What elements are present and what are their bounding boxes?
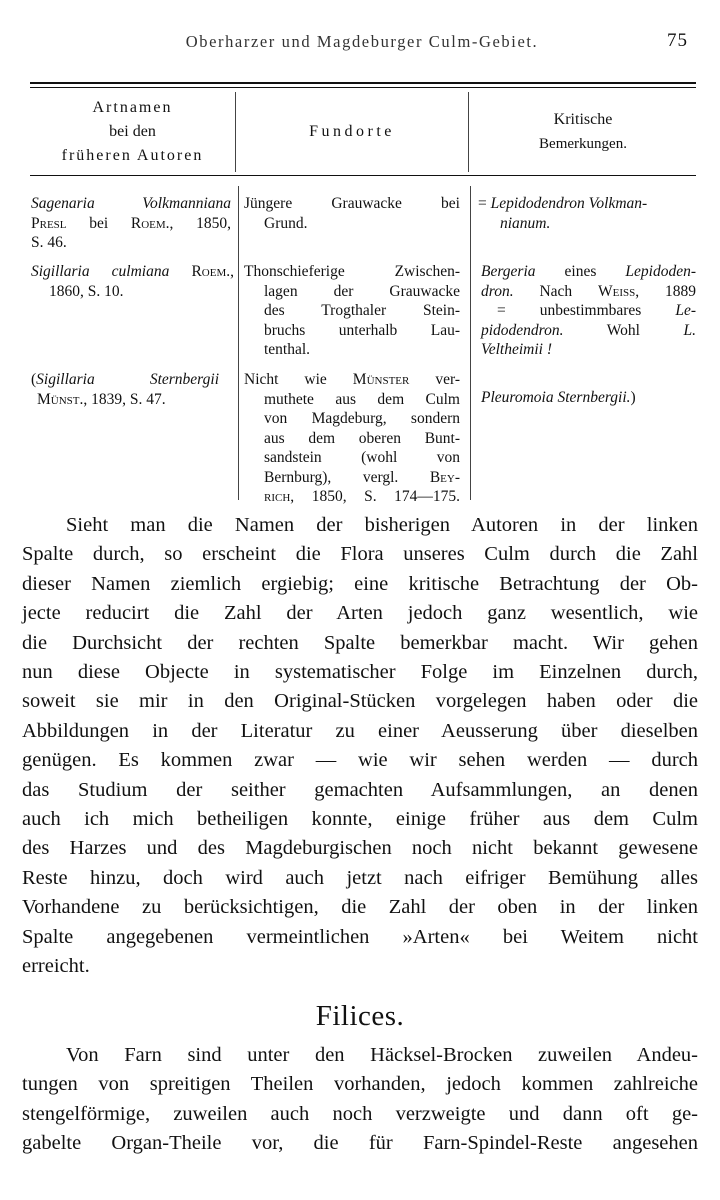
table-row-1-remarks: = Lepidodendron Volkman- nianum. xyxy=(478,195,648,232)
table-row-1-locality: Jüngere Grauwacke bei Grund. xyxy=(244,195,460,232)
paragraph-1: Sieht man die Namen der bisherigen Autoren in der linken Spalte durch, so erscheint die Flora unseres Culm durch die Zahl dieser Namen ziemlich ergiebig; eine kritische Betrachtung der Ob- jecte reducirt die Zahl der Arten jedoch ganz wesentlich, wie die Durchsicht der rechten Spalte bemerkbar macht. Wir gehen nun diese Objecte in systematischer Folge im Einzelnen durch, soweit sie mir in den Original-Stücken vorgelegen haben oder die Abbildungen in der Literatur zu einer Aeusserung über dieselben genügen. Es kommen zwar — wie wir sehen werden — durch das Studium der seither gemachten Aufsammlungen, an denen auch ich mich betheiligen konnte, einige früher aus dem Culm des Harzes und des Magdeburgischen noch nicht bekannt gewesene Reste hinzu, doch wird auch jetzt nach eifriger Bemühung alles Vorhandene zu berücksichtigen, die Zahl der oben in der linken Spalte angegebenen vermeintlichen »Arten« bei Weitem nicht erreicht. xyxy=(22,514,698,978)
table-row-3-remarks: Pleuromoia Sternbergii.) xyxy=(481,389,636,406)
page-number: 75 xyxy=(667,30,688,51)
paragraph-2: Von Farn sind unter den Häcksel-Brocken zuweilen Andeu- tungen von spreitigen Theilen vorhanden, jedoch kommen zahlreiche stengelförmige, zuweilen auch noch verzweigte und dann oft ge- gabelte Organ-Theile vor, die für Farn-Spindel-Reste angesehen xyxy=(22,1044,698,1155)
running-title: Oberharzer und Magdeburger Culm-Gebiet. xyxy=(185,32,539,51)
running-head xyxy=(24,32,700,56)
table-row-2-remarks: Bergeria eines Lepidoden- dron. Nach Weiss, 1889 = unbestimmbares Le- pidodendron. Wohl L. Veltheimii ! xyxy=(481,263,696,358)
header-kritische-bemerkungen: Kritische Bemerkungen. xyxy=(539,111,627,152)
table-row-2-locality: Thonschieferige Zwischen- lagen der Grauwacke des Trogthaler Stein- bruchs unterhalb Lau- tenthal. xyxy=(244,263,460,358)
table-top-rule xyxy=(30,82,696,84)
table-row-3-locality: Nicht wie Münster ver- muthete aus dem Culm von Magdeburg, sondern aus dem oberen Bunt- sandstein (wohl von Bernburg), vergl. Bey- rich, 1850, S. 174—175. xyxy=(244,371,460,505)
header-fundorte: Fundorte xyxy=(309,123,395,140)
header-artnamen: Artnamen bei den früheren Autoren xyxy=(61,99,204,164)
table-header-rule xyxy=(30,175,696,176)
column-divider xyxy=(468,92,469,172)
table-row-3-species: (Sigillaria Sternbergii Münst., 1839, S. 47. xyxy=(31,371,219,408)
table-row-1-species: Sagenaria Volkmanniana Presl bei Roem., 1850, S. 46. xyxy=(31,195,232,251)
column-divider xyxy=(238,186,239,500)
column-divider xyxy=(470,186,471,500)
table-row-2-species: Sigillaria culmiana Roem., 1860, S. 10. xyxy=(31,263,235,300)
section-heading: Filices. xyxy=(315,1000,405,1032)
table-top-rule-thin xyxy=(30,87,696,88)
